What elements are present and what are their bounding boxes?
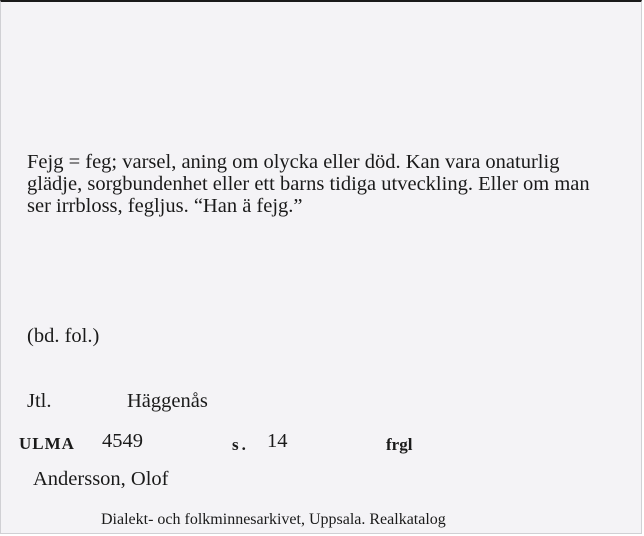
archive-footer: Dialekt- och folkminnesarkivet, Uppsala. Realkatalog bbox=[101, 511, 446, 528]
archive-number: 4549 bbox=[102, 430, 143, 452]
page-number: 14 bbox=[267, 430, 288, 452]
category-text: frgl bbox=[386, 435, 413, 454]
region-text: Jtl. bbox=[27, 390, 52, 412]
archive-label: ULMA bbox=[19, 434, 75, 453]
page-label: s. bbox=[232, 435, 249, 454]
abbreviation-text: (bd. fol.) bbox=[27, 325, 100, 347]
definition-text: Fejg = feg; varsel, aning om olycka eller död. Kan vara onaturlig glädje, sorgbundenhet eller ett barns tidiga utveckling. Eller om man ser irrbloss, fegljus. “Han ä fejg.” bbox=[27, 151, 590, 217]
informant-name: Andersson, Olof bbox=[33, 468, 169, 490]
parish-text: Häggenås bbox=[127, 390, 208, 412]
